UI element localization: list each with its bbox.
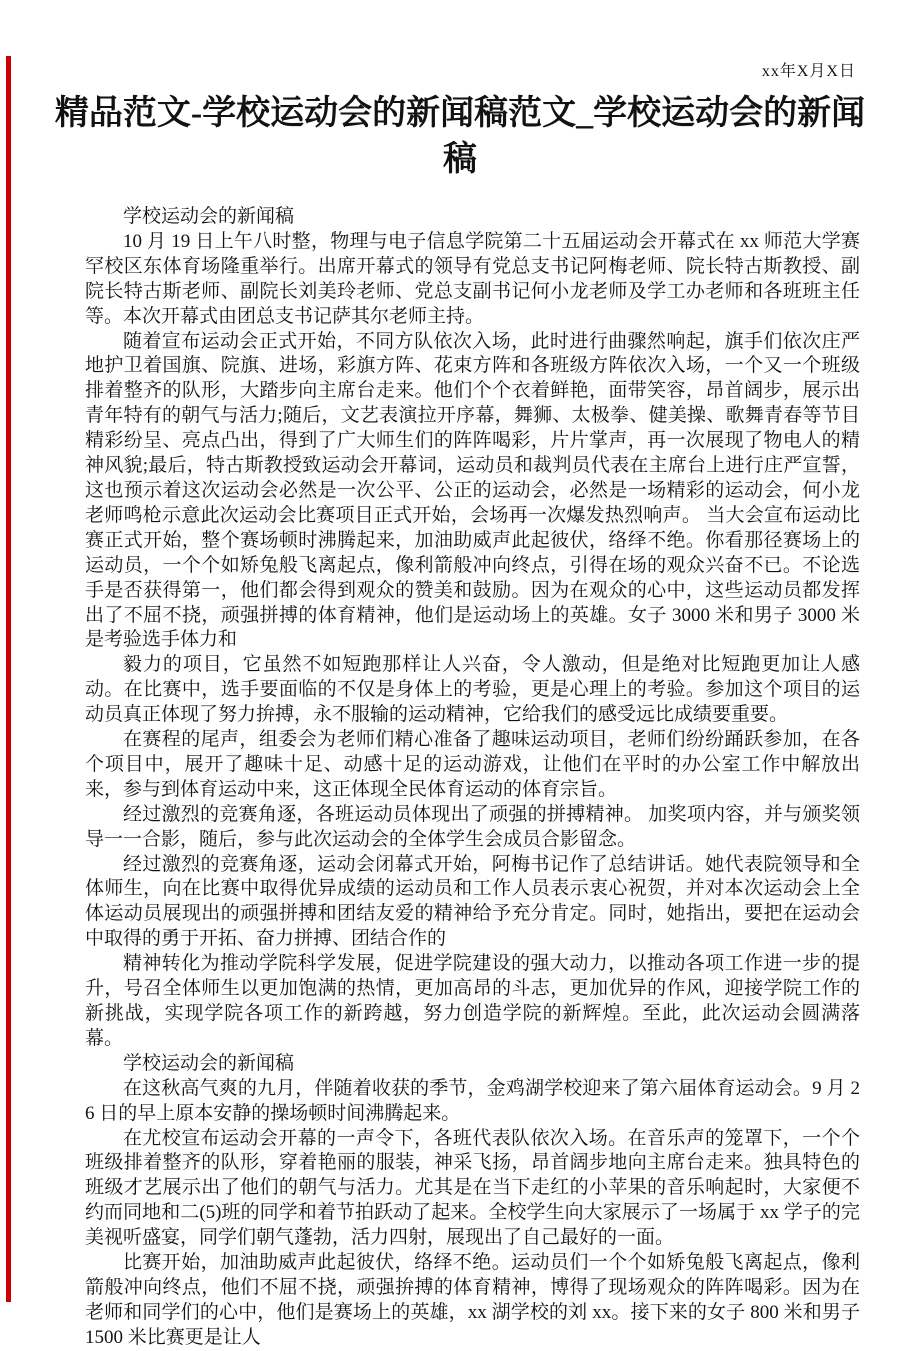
paragraph: 随着宣布运动会正式开始，不同方队依次入场，此时进行曲骤然响起，旗手们依次庄严地护卫着国旗、院旗、进场，彩旗方阵、花束方阵和各班级方阵依次入场，一个又一个班级排着整齐的队形，大踏步向主席台走来。他们个个衣着鲜艳，面带笑容，昂首阔步，展示出青年特有的朝气与活力;随后，文艺表演拉开序幕，舞狮、太极拳、健美操、歌舞青春等节目精彩纷呈、亮点凸出，得到了广大师生们的阵阵喝彩，片片掌声，再一次展现了物电人的精神风貌;最后，特古斯教授致运动会开幕词，运动员和裁判员代表在主席台上进行庄严宣誓，这也预示着这次运动会必然是一次公平、公正的运动会，必然是一场精彩的运动会，何小龙老师鸣枪示意此次运动会比赛项目正式开始，会场再一次爆发热烈响声。 当大会宣布运动比赛正式开始，整个赛场顿时沸腾起来，加油助威声此起彼伏，络绎不绝。你看那径赛场上的运动员，一个个如矫兔般飞离起点，像利箭般冲向终点，引得在场的观众兴奋不已。不论选手是否获得第一，他们都会得到观众的赞美和鼓励。因为在观众的心中，这些运动员都发挥出了不屈不挠，顽强拼搏的体育精神，他们是运动场上的英雄。女子 3000 米和男子 3000 米是考验选手体力和 [85, 330, 860, 651]
paragraph: 比赛开始，加油助威声此起彼伏，络绎不绝。运动员们一个个如矫兔般飞离起点，像利箭般冲向终点，他们不屈不挠，顽强拚搏的体育精神，博得了现场观众的阵阵喝彩。因为在老师和同学们的心中，他们是赛场上的英雄，xx 湖学校的刘 xx。接下来的女子 800 米和男子 1500 米比赛更是让人 [85, 1252, 860, 1348]
paragraph: 毅力的项目，它虽然不如短跑那样让人兴奋，令人激动，但是绝对比短跑更加让人感动。在比赛中，选手要面临的不仅是身体上的考验，更是心理上的考验。参加这个项目的运动员真正体现了努力拚搏，永不服输的运动精神，它给我们的感受远比成绩要重要。 [85, 654, 860, 726]
left-red-rule [6, 56, 11, 1302]
paragraph: 在赛程的尾声，组委会为老师们精心准备了趣味运动项目，老师们纷纷踊跃参加，在各个项目中，展开了趣味十足、动感十足的运动游戏，让他们在平时的办公室工作中解放出来，参与到体育运动中来，这正体现全民体育运动的体育宗旨。 [85, 729, 860, 800]
paragraph: 在尤校宣布运动会开幕的一声令下，各班代表队依次入场。在音乐声的笼罩下，一个个班级排着整齐的队形，穿着艳丽的服装，神采飞扬，昂首阔步地向主席台走来。独具特色的班级才艺展示出了他们的朝气与活力。尤其是在当下走红的小苹果的音乐响起时，大家便不约而同地和二(5)班的同学和着节拍跃动了起来。全校学生向大家展示了一场属于 xx 学子的完美视听盛宴，同学们朝气蓬勃，活力四射，展现出了自己最好的一面。 [85, 1127, 860, 1249]
paragraph: 经过激烈的竞赛角逐，各班运动员体现出了顽强的拼搏精神。 加奖项内容，并与颁奖领导一一合影，随后，参与此次运动会的全体学生会成员合影留念。 [85, 803, 860, 850]
document-body [85, 205, 860, 1351]
paragraph: 学校运动会的新闻稿 [123, 206, 295, 227]
document-title: 精品范文-学校运动会的新闻稿范文_学校运动会的新闻稿 [54, 95, 866, 178]
paragraph: 精神转化为推动学院科学发展，促进学院建设的强大动力，以推动各项工作进一步的提升，号召全体师生以更加饱满的热情，更加高昂的斗志，更加优异的作风，迎接学院工作的新挑战，实现学院各项工作的新跨越，努力创造学院的新辉煌。至此，此次运动会圆满落幕。 [85, 953, 860, 1049]
paragraph: 在这秋高气爽的九月，伴随着收获的季节，金鸡湖学校迎来了第六届体育运动会。9 月 26 日的早上原本安静的操场顿时间沸腾起来。 [85, 1077, 860, 1124]
paragraph: 经过激烈的竞赛角逐，运动会闭幕式开始，阿梅书记作了总结讲话。她代表院领导和全体师生，向在比赛中取得优异成绩的运动员和工作人员表示衷心祝贺，并对本次运动会上全体运动员展现出的顽强拼搏和团结友爱的精神给予充分肯定。同时，她指出，要把在运动会中取得的勇于开拓、奋力拼搏、团结合作的 [85, 853, 860, 950]
paragraph: 学校运动会的新闻稿 [123, 1052, 295, 1074]
paragraph: 10 月 19 日上午八时整，物理与电子信息学院第二十五届运动会开幕式在 xx 师范大学赛罕校区东体育场隆重举行。出席开幕式的领导有党总支书记阿梅老师、院长特古斯教授、副院长特古斯老师、副院长刘美玲老师、党总支副书记何小龙老师及学工办老师和各班班主任等。本次开幕式由团总支书记萨其尔老师主持。 [85, 230, 860, 327]
document-date: xx年X月X日 [761, 63, 856, 80]
